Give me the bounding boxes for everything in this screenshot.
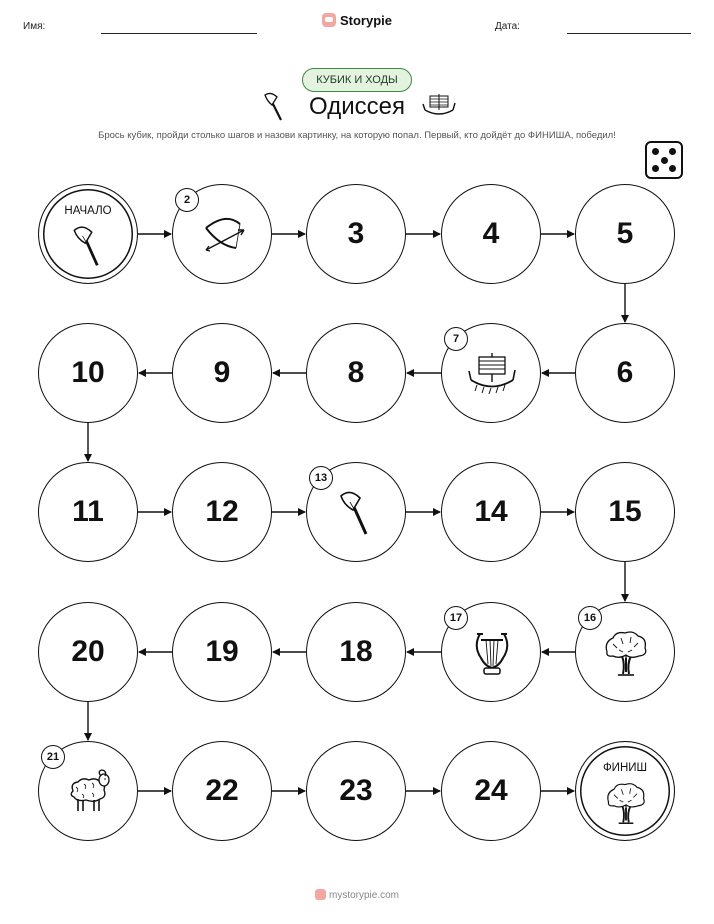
date-label: Дата: xyxy=(495,21,520,32)
board-cell-11 xyxy=(38,462,138,562)
board-cell-18 xyxy=(306,602,406,702)
cell-number-badge: 7 xyxy=(444,327,468,351)
board-cell-6 xyxy=(575,323,675,423)
cell-number: 15 xyxy=(608,495,642,528)
cell-number: 23 xyxy=(339,774,373,807)
ram-icon xyxy=(64,767,114,817)
bow-icon xyxy=(198,210,248,260)
name-label: Имя: xyxy=(23,21,46,32)
cell-number: 20 xyxy=(71,635,105,668)
board-cell-21 xyxy=(38,741,138,841)
brand-name: Storypie xyxy=(339,13,392,28)
board-cell-8 xyxy=(306,323,406,423)
cell-number: 5 xyxy=(616,217,634,250)
storypie-logo-icon xyxy=(315,889,326,900)
finish-cell xyxy=(575,741,675,841)
board-cell-4 xyxy=(441,184,541,284)
board-cell-9 xyxy=(172,323,272,423)
board-cell-10 xyxy=(38,323,138,423)
cell-number: 9 xyxy=(213,356,231,389)
instructions-text: Брось кубик, пройди столько шагов и назови картинку, на которую попал. Первый, кто дойдёт до ФИНИША, победил! xyxy=(98,130,616,141)
cell-number: 6 xyxy=(616,356,634,389)
board-cell-2 xyxy=(172,184,272,284)
footer xyxy=(0,889,714,901)
cell-number: 22 xyxy=(205,774,239,807)
board-cell-13 xyxy=(306,462,406,562)
board-cell-20 xyxy=(38,602,138,702)
cell-number-badge: 17 xyxy=(444,606,468,630)
tree-icon xyxy=(603,780,649,826)
cell-number: 8 xyxy=(347,356,365,389)
board-cell-3 xyxy=(306,184,406,284)
board-cell-14 xyxy=(441,462,541,562)
cell-number-badge: 16 xyxy=(578,606,602,630)
cell-number: 12 xyxy=(205,495,239,528)
board-cell-23 xyxy=(306,741,406,841)
board-cell-15 xyxy=(575,462,675,562)
cell-number: 3 xyxy=(347,217,365,250)
start-cell xyxy=(38,184,138,284)
board-cell-17 xyxy=(441,602,541,702)
cell-number-badge: 21 xyxy=(41,745,65,769)
cell-number: 14 xyxy=(474,495,508,528)
cell-number-badge: 2 xyxy=(175,188,199,212)
axe-icon xyxy=(332,488,382,538)
finish-label: ФИНИШ xyxy=(602,762,648,774)
board-cell-19 xyxy=(172,602,272,702)
cell-number: 10 xyxy=(71,356,105,389)
cell-number: 11 xyxy=(72,495,104,528)
cell-number-badge: 13 xyxy=(309,466,333,490)
footer-url[interactable]: mystorypie.com xyxy=(328,890,399,901)
board-cell-12 xyxy=(172,462,272,562)
tree-icon xyxy=(601,628,651,678)
board-cell-5 xyxy=(575,184,675,284)
start-label: НАЧАЛО xyxy=(64,205,112,217)
axe-icon xyxy=(66,223,112,269)
game-type-badge: КУБИК И ХОДЫ xyxy=(302,68,412,92)
board-cell-16 xyxy=(575,602,675,702)
cell-number: 4 xyxy=(482,217,500,250)
cell-number: 18 xyxy=(339,635,373,668)
cell-number: 19 xyxy=(205,635,239,668)
lyre-icon xyxy=(467,628,517,678)
board-cell-24 xyxy=(441,741,541,841)
board-cell-22 xyxy=(172,741,272,841)
cell-number: 24 xyxy=(474,774,508,807)
board-cell-7 xyxy=(441,323,541,423)
page-title: Одиссея xyxy=(309,93,405,120)
ship-icon xyxy=(467,349,517,399)
